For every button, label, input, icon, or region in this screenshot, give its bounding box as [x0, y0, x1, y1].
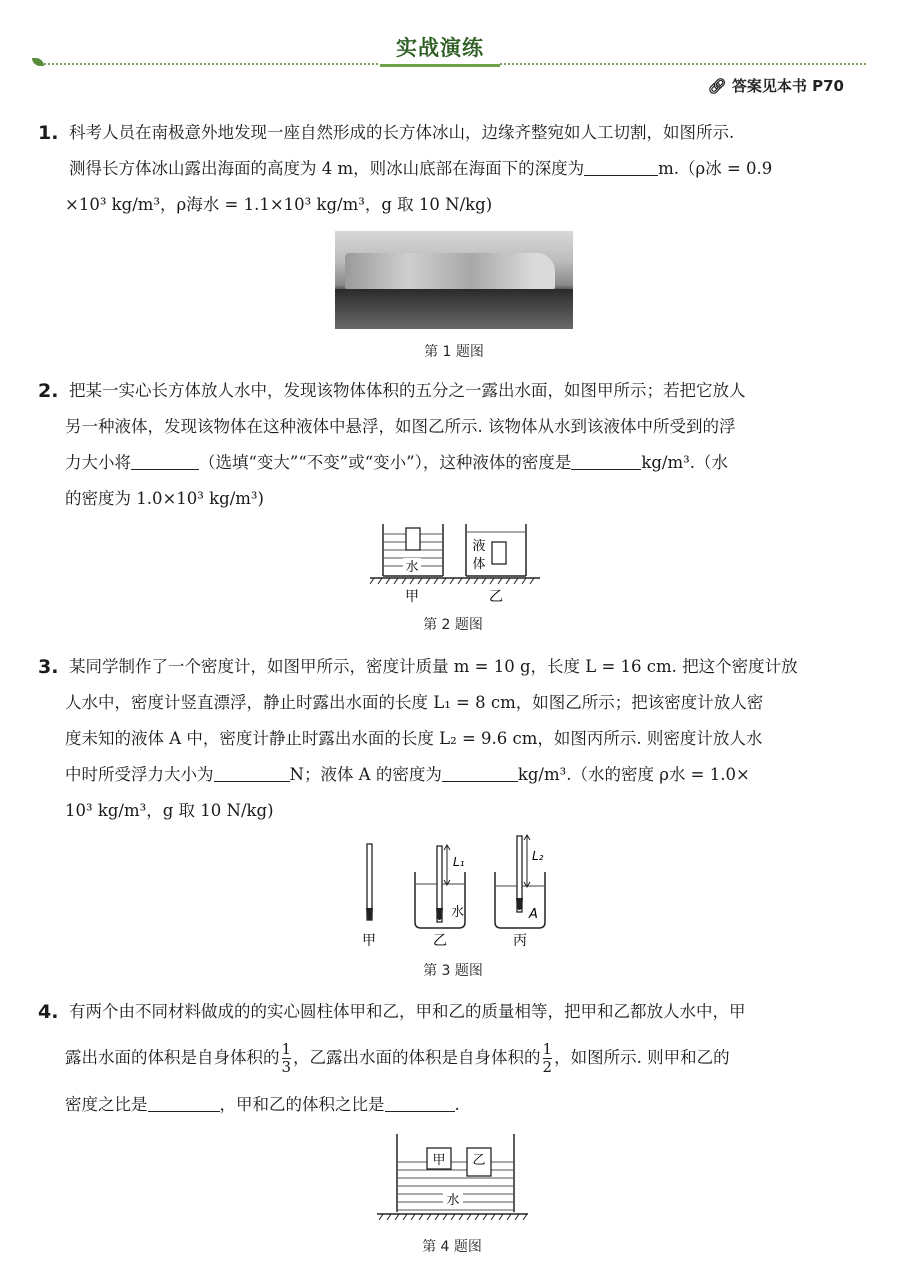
- question-3: [38, 652, 846, 826]
- liquid-A-label: A: [529, 907, 538, 922]
- question-2: [38, 376, 846, 514]
- answer-blank[interactable]: [214, 766, 290, 782]
- question-text: 10³ kg/m³，g 取 10 N/kg): [65, 801, 274, 820]
- beaker-water: [383, 524, 443, 576]
- leaf-icon: [32, 58, 44, 66]
- question-text: 人水中，密度计竖直漂浮，静止时露出水面的长度 L₁ = 8 cm，如图乙所示；把该密度计放人密: [65, 693, 764, 712]
- question-text: 有两个由不同材料做成的的实心圆柱体甲和乙，甲和乙的质量相等，把甲和乙都放人水中，甲: [69, 1002, 746, 1021]
- sea-shape: [335, 289, 573, 329]
- figure-label-jia: 甲: [405, 589, 419, 605]
- water-tank: [397, 1134, 514, 1212]
- question-text: kg/m³.（水: [641, 453, 728, 472]
- figure-label-yi: 乙: [433, 933, 447, 949]
- figure-4: [375, 1130, 530, 1225]
- question-text: kg/m³.（水的密度 ρ水 = 1.0×: [517, 765, 750, 784]
- question-text: 力大小将: [65, 453, 131, 472]
- question-text: .: [454, 1095, 460, 1114]
- water-label: 水: [405, 560, 419, 575]
- iceberg-photo: [335, 231, 573, 329]
- figure-label-jia: 甲: [362, 933, 376, 949]
- question-text: 科考人员在南极意外地发现一座自然形成的长方体冰山，边缘齐整宛如人工切割，如图所示.: [69, 123, 735, 142]
- question-text: 中时所受浮力大小为: [65, 765, 214, 784]
- answer-blank[interactable]: [584, 160, 658, 176]
- iceberg-shape: [345, 253, 555, 289]
- question-4: [38, 997, 846, 1120]
- question-text: 度未知的液体 A 中，密度计静止时露出水面的长度 L₂ = 9.6 cm，如图丙所示. 则密度计放人水: [65, 729, 763, 748]
- question-number: 3.: [38, 656, 59, 678]
- ground-hatch: [370, 578, 540, 584]
- question-text: 密度之比是: [65, 1095, 148, 1114]
- question-text: 某同学制作了一个密度计，如图甲所示，密度计质量 m = 10 g，长度 L = 16 cm. 把这个密度计放: [69, 657, 798, 676]
- answer-blank[interactable]: [385, 1096, 455, 1112]
- question-number: 1.: [38, 122, 59, 144]
- water-label: 水: [446, 1193, 460, 1208]
- figure-caption: 第 3 题图: [423, 963, 483, 979]
- cylinder-jia-label: 甲: [432, 1153, 446, 1168]
- question-number: 2.: [38, 380, 59, 402]
- beaker-liquid-A: [495, 835, 545, 928]
- link-icon: 🔗︎: [707, 77, 727, 95]
- length-label-L2: L₂: [532, 849, 544, 863]
- question-text: 的密度为 1.0×10³ kg/m³): [65, 489, 264, 508]
- figure-2: [368, 518, 543, 608]
- question-text: （选填“变大”“不变”或“变小”），这种液体的密度是: [199, 453, 572, 472]
- cylinder-yi-label: 乙: [472, 1153, 486, 1168]
- question-text: ，甲和乙的体积之比是: [219, 1095, 385, 1114]
- answer-blank[interactable]: [571, 454, 641, 470]
- liquid-label: 液: [472, 539, 486, 554]
- ground-hatch: [377, 1214, 528, 1220]
- answer-reference: 🔗︎ 答案见本书 P70: [707, 77, 844, 95]
- figure-label-yi: 乙: [489, 589, 503, 605]
- figure-3: [355, 830, 555, 955]
- liquid-label: 体: [472, 557, 486, 572]
- answer-blank[interactable]: [148, 1096, 220, 1112]
- question-text: 露出水面的体积是自身体积的: [65, 1048, 280, 1067]
- question-text: N；液体 A 的密度为: [289, 765, 442, 784]
- section-title: 实战演练: [380, 32, 500, 67]
- hydrometer-jia: [366, 844, 373, 920]
- fraction-one-half: $\frac{1}{2}$: [542, 1040, 553, 1076]
- question-text: 把某一实心长方体放人水中，发现该物体体积的五分之一露出水面，如图甲所示；若把它放人: [69, 381, 746, 400]
- fraction-one-third: $\frac{1}{3}$: [281, 1040, 292, 1076]
- beaker-liquid: [466, 524, 526, 576]
- question-text: ，如图所示. 则甲和乙的: [554, 1048, 730, 1067]
- figure-caption: 第 2 题图: [423, 617, 483, 633]
- question-text: ，乙露出水面的体积是自身体积的: [293, 1048, 541, 1067]
- answer-blank[interactable]: [131, 454, 199, 470]
- figure-caption: 第 1 题图: [424, 344, 484, 360]
- question-text: 测得长方体冰山露出海面的高度为 4 m，则冰山底部在海面下的深度为: [69, 159, 585, 178]
- question-text: 另一种液体，发现该物体在这种液体中悬浮，如图乙所示. 该物体从水到该液体中所受到的浮: [65, 417, 736, 436]
- figure-caption: 第 4 题图: [422, 1239, 482, 1255]
- question-number: 4.: [38, 1001, 59, 1023]
- answer-blank[interactable]: [442, 766, 518, 782]
- beaker-water: [415, 845, 465, 928]
- water-label: 水: [451, 905, 465, 920]
- question-text: ×10³ kg/m³，ρ海水 = 1.1×10³ kg/m³，g 取 10 N/kg): [65, 195, 493, 214]
- question-text: m.（ρ冰 = 0.9: [658, 159, 773, 178]
- question-1: [38, 118, 846, 220]
- figure-label-bing: 丙: [513, 933, 527, 949]
- length-label-L1: L₁: [453, 855, 465, 869]
